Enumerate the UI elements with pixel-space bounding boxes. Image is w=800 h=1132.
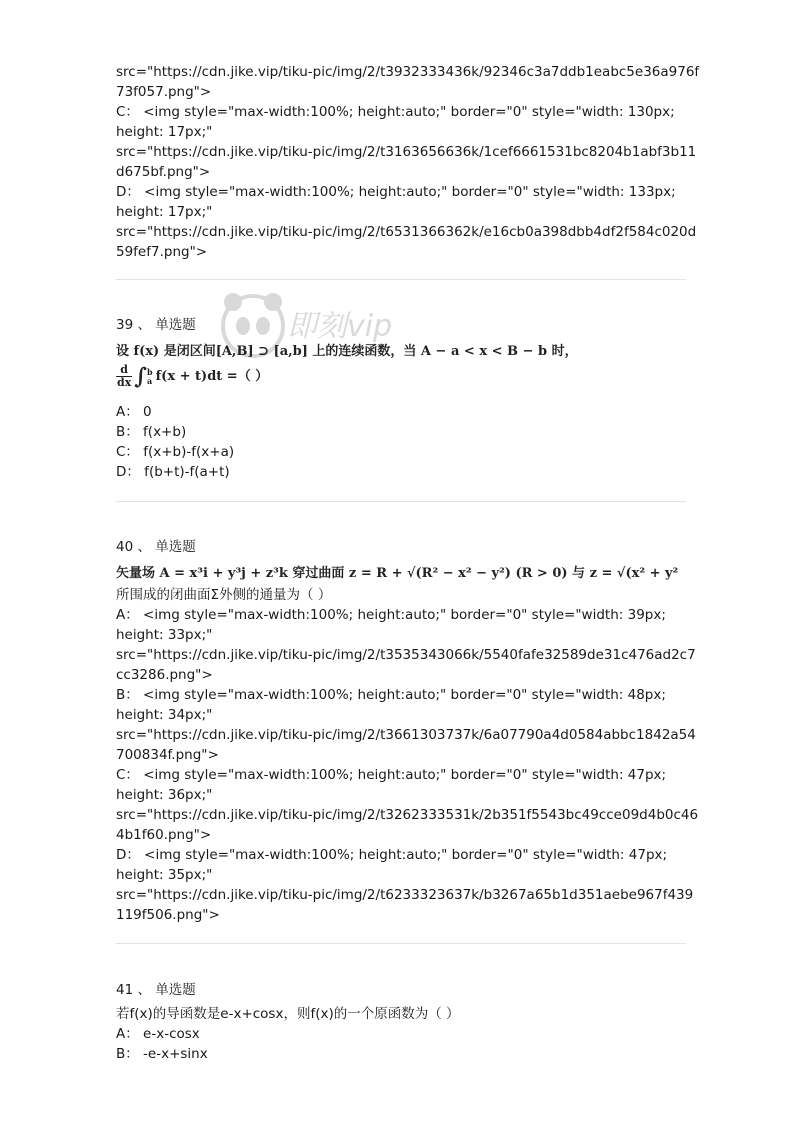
options-list bbox=[116, 605, 699, 925]
integral-sign-icon: ∫ bbox=[134, 363, 147, 390]
question-stem-formula: 矢量场 A = x³i + y³j + z³k 穿过曲面 z = R + √(R² − x² − y²) (R > 0) 与 z = √(x² + y² bbox=[116, 566, 679, 581]
option-b: B： <img style="max-width:100%; height:auto;" border="0" style="width: 48px; bbox=[116, 687, 666, 703]
question-stem-formula: 设 f(x) 是闭区间[A,B] ⊃ [a,b] 上的连续函数，当 A − a < x < B − b 时， bbox=[116, 344, 578, 359]
question-stem: 所围成的闭曲面Σ外侧的通量为（ ） bbox=[116, 587, 332, 603]
text-line: src="https://cdn.jike.vip/tiku-pic/img/2/t3163656636k/1cef6661531bc8204b1abf3b11 bbox=[116, 144, 697, 160]
text-line: height: 33px;" bbox=[116, 627, 213, 643]
option-d: D： <img style="max-width:100%; height:auto;" border="0" style="width: 133px; bbox=[116, 184, 676, 200]
text-line: height: 17px;" bbox=[116, 204, 213, 220]
text-line: src="https://cdn.jike.vip/tiku-pic/img/2/t6531366362k/e16cb0a398dbb4df2f584c020d bbox=[116, 224, 697, 240]
derivative-fraction: $\frac{d}{dx}$ bbox=[117, 363, 132, 389]
option-c: C： f(x+b)-f(x+a) bbox=[116, 444, 235, 460]
option-a: A： 0 bbox=[116, 404, 152, 420]
text-line: 59fef7.png"> bbox=[116, 244, 208, 260]
option-c: C： <img style="max-width:100%; height:auto;" border="0" style="width: 47px; bbox=[116, 767, 667, 783]
integral-formula: $\frac{d}{dx}$ ∫ b a f(x + t)dt =（ ） bbox=[117, 363, 269, 390]
divider bbox=[116, 501, 686, 502]
options-list bbox=[116, 402, 686, 482]
question-header: 39 、 单选题 bbox=[116, 317, 196, 333]
text-line: 119f506.png"> bbox=[116, 907, 220, 923]
option-b: B： -e-x+sinx bbox=[116, 1046, 208, 1062]
text-line: src="https://cdn.jike.vip/tiku-pic/img/2/t6233323637k/b3267a65b1d351aebe967f439 bbox=[116, 887, 694, 903]
text-line: src="https://cdn.jike.vip/tiku-pic/img/2/t3262333531k/2b351f5543bc49cce09d4b0c46 bbox=[116, 807, 699, 823]
svg-text:即刻vip: 即刻vip bbox=[287, 309, 393, 344]
text-line: 4b1f60.png"> bbox=[116, 827, 212, 843]
option-b: B： f(x+b) bbox=[116, 424, 187, 440]
text-line: src="https://cdn.jike.vip/tiku-pic/img/2/t3535343066k/5540fafe32589de31c476ad2c7 bbox=[116, 647, 696, 663]
text-line: src="https://cdn.jike.vip/tiku-pic/img/2/t3932333436k/92346c3a7ddb1eabc5e36a976f bbox=[116, 64, 700, 80]
question-stem: 若f(x)的导函数是e-x+cosx，则f(x)的一个原函数为（ ） bbox=[116, 1006, 460, 1022]
option-c: C： <img style="max-width:100%; height:auto;" border="0" style="width: 130px; bbox=[116, 104, 675, 120]
text-line: cc3286.png"> bbox=[116, 667, 213, 683]
option-a: A： e-x-cosx bbox=[116, 1026, 200, 1042]
question-header: 41 、 单选题 bbox=[116, 982, 196, 998]
text-line: height: 17px;" bbox=[116, 124, 213, 140]
divider bbox=[116, 279, 686, 280]
q38-options-continued bbox=[116, 62, 700, 262]
text-line: d675bf.png"> bbox=[116, 164, 211, 180]
question-header: 40 、 单选题 bbox=[116, 539, 196, 555]
option-a: A： <img style="max-width:100%; height:auto;" border="0" style="width: 39px; bbox=[116, 607, 666, 623]
text-line: 700834f.png"> bbox=[116, 747, 219, 763]
divider bbox=[116, 943, 686, 944]
text-line: src="https://cdn.jike.vip/tiku-pic/img/2/t3661303737k/6a07790a4d0584abbc1842a54 bbox=[116, 727, 696, 743]
option-d: D： <img style="max-width:100%; height:auto;" border="0" style="width: 47px; bbox=[116, 847, 668, 863]
text-line: height: 36px;" bbox=[116, 787, 213, 803]
text-line: height: 34px;" bbox=[116, 707, 213, 723]
text-line: 73f057.png"> bbox=[116, 84, 212, 100]
text-line: height: 35px;" bbox=[116, 867, 213, 883]
option-d: D： f(b+t)-f(a+t) bbox=[116, 464, 230, 480]
